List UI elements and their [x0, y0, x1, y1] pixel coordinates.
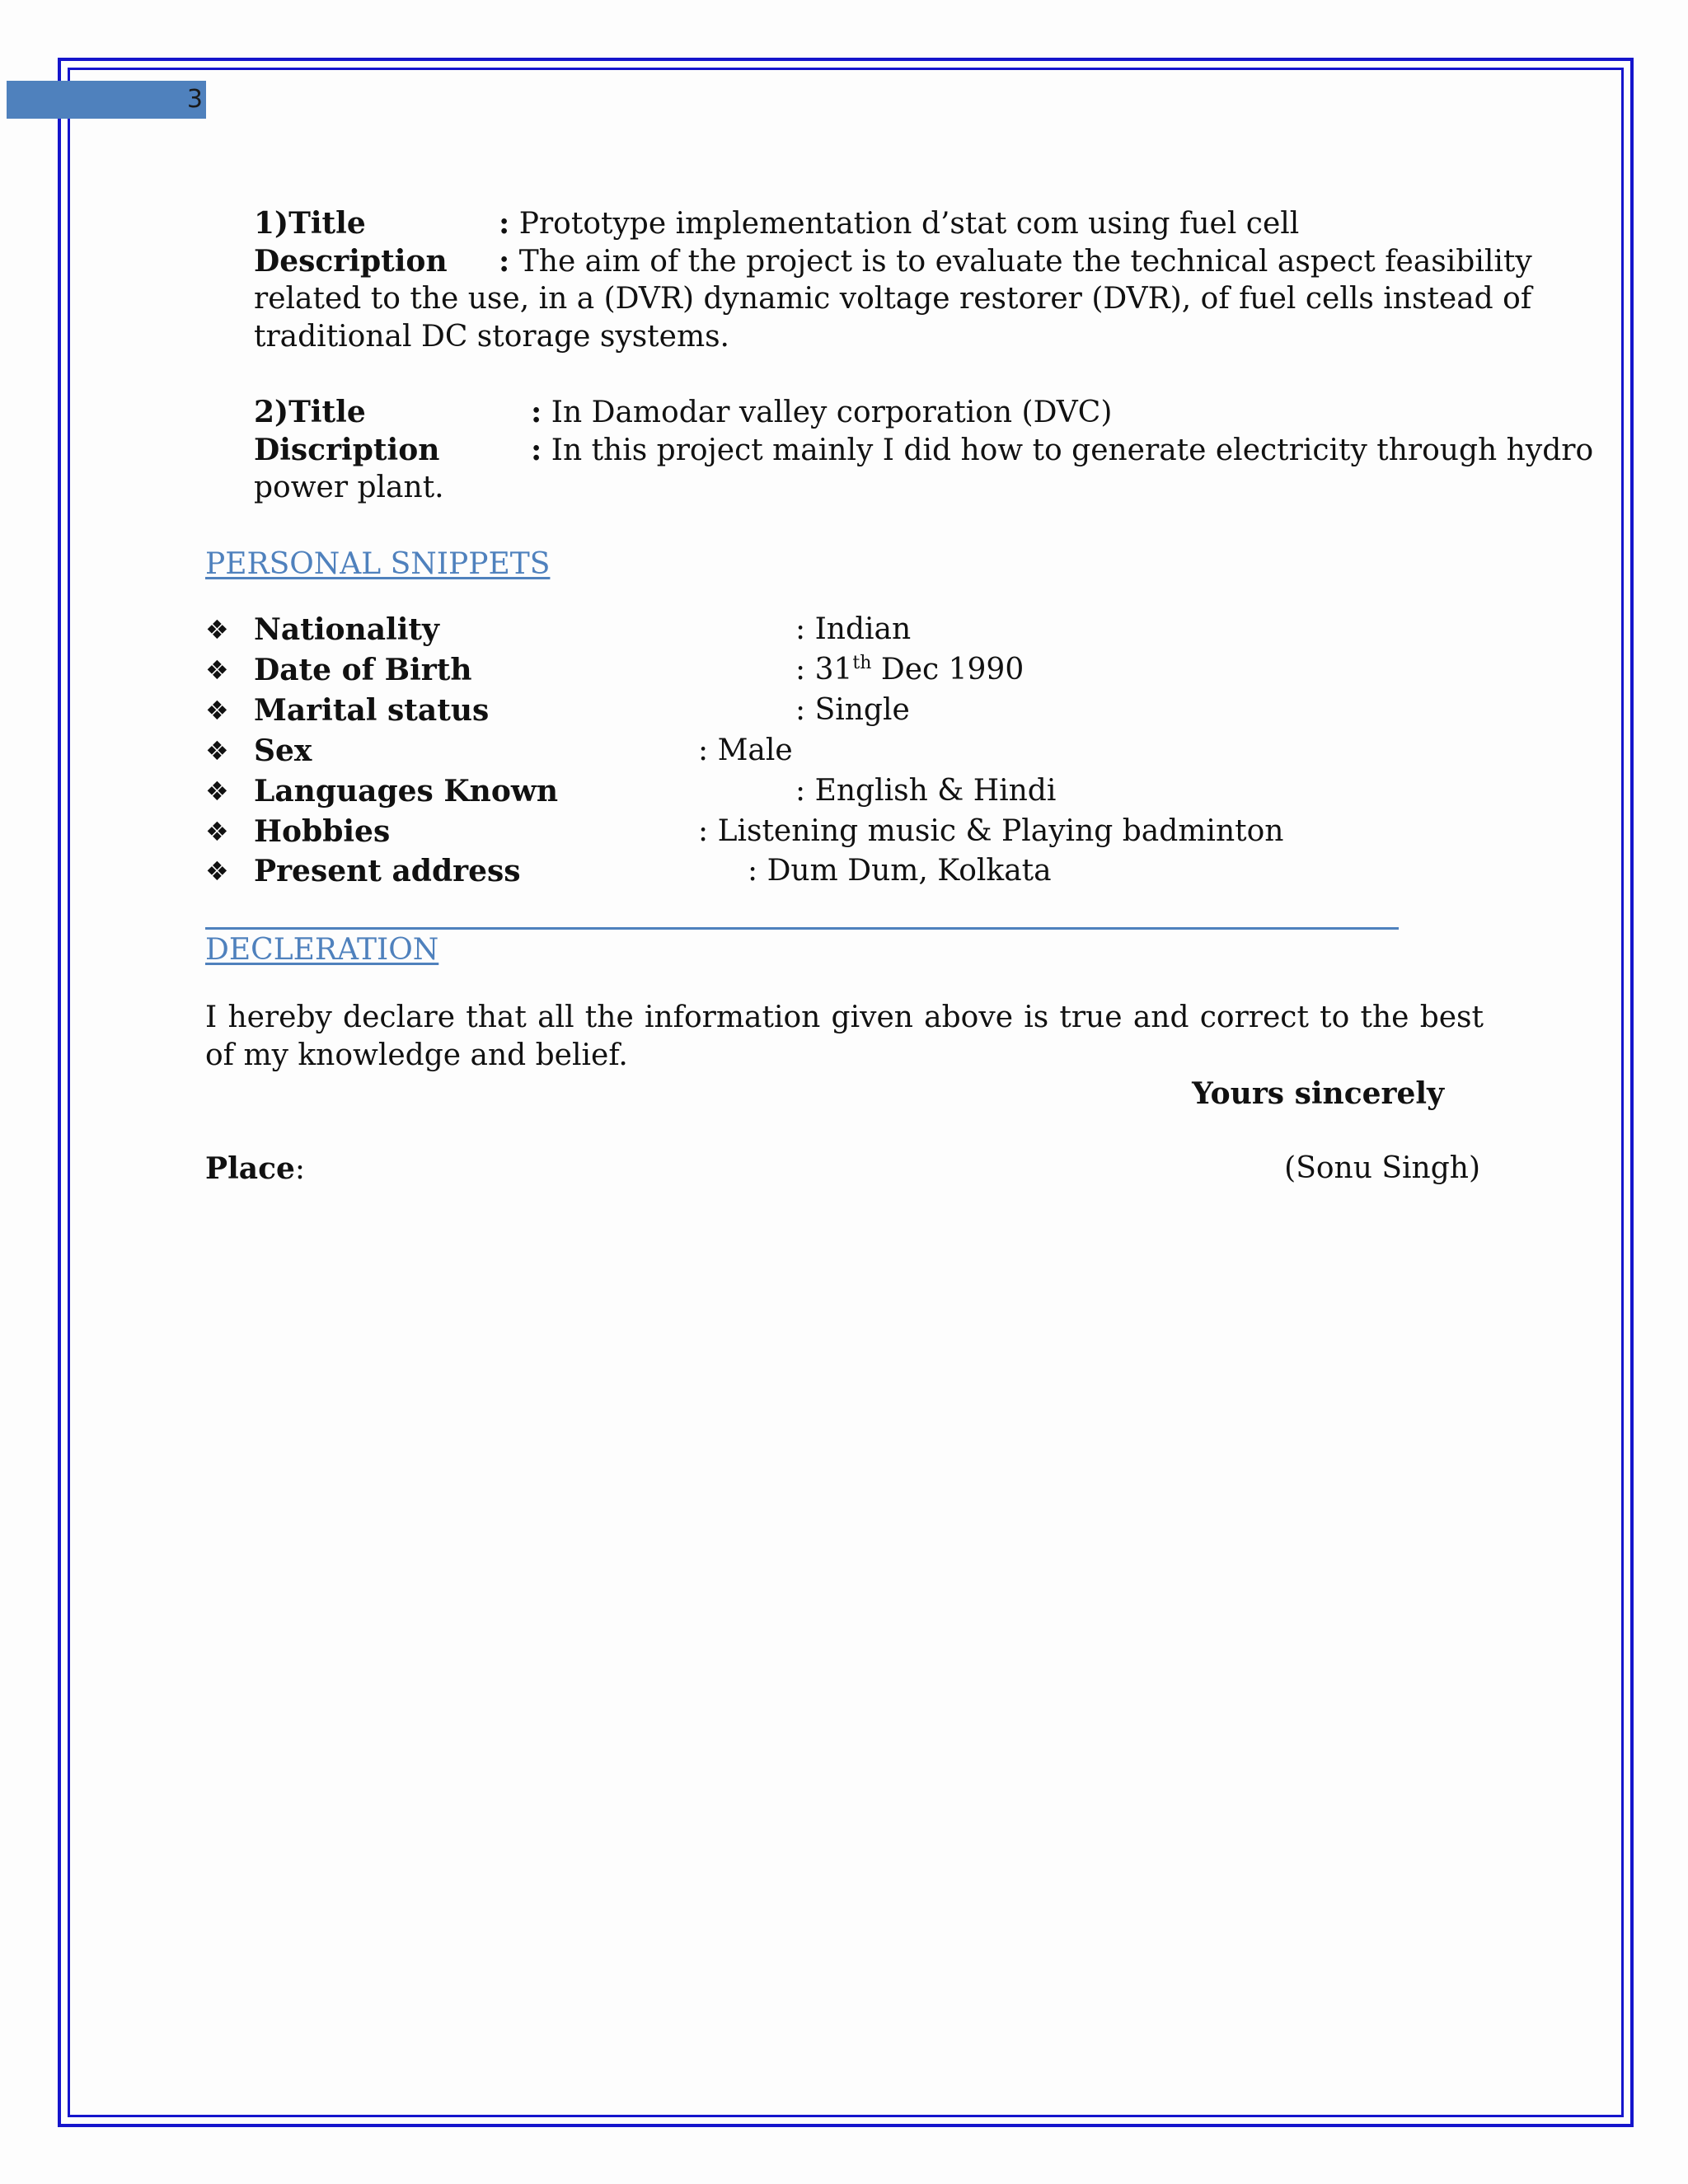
signature-name: (Sonu Singh) [1284, 1151, 1480, 1185]
project-1-description-line-2: related to the use, in a (DVR) dynamic voltage restorer (DVR), of fuel cells instead of [254, 282, 1532, 316]
date-of-birth-label: Date of Birth [254, 653, 472, 687]
project-1-description-line-3: traditional DC storage systems. [254, 320, 730, 354]
sex-label: Sex [254, 733, 312, 768]
nationality-value: : Indian [795, 612, 912, 646]
project-1-description-line-1: The aim of the project is to evaluate the technical aspect feasibility [509, 245, 1532, 279]
bullet-icon: ❖ [205, 735, 229, 766]
bullet-icon: ❖ [205, 654, 229, 686]
page-number-tab [7, 81, 206, 119]
languages-known-value: : English & Hindi [795, 774, 1057, 808]
bullet-icon: ❖ [205, 614, 229, 645]
personal-snippets-heading: PERSONAL SNIPPETS [205, 547, 551, 581]
date-of-birth-value [795, 651, 1024, 689]
present-address-label: Present address [254, 854, 521, 888]
hobbies-label: Hobbies [254, 814, 391, 849]
hobbies-value: : Listening music & Playing badminton [698, 814, 1284, 848]
bullet-icon: ❖ [205, 695, 229, 726]
dob-day: : 31 [795, 653, 853, 687]
project-2-title-value: In Damodar valley corporation (DVC) [542, 396, 1113, 429]
project-2-title-label: 2)Title [254, 395, 366, 429]
marital-status-value: : Single [795, 693, 910, 727]
project-1-title-label: 1)Title [254, 206, 366, 241]
sex-value: : Male [698, 733, 793, 767]
nationality-label: Nationality [254, 612, 439, 647]
project-2-title-colon: : [531, 395, 542, 429]
bullet-icon: ❖ [205, 816, 229, 847]
project-2-title [531, 393, 1112, 432]
bullet-icon: ❖ [205, 776, 229, 807]
project-2-description-line-1: In this project mainly I did how to generate electricity through hydro [542, 434, 1594, 467]
place-label: Place [205, 1151, 295, 1186]
project-2-description-colon: : [531, 433, 542, 467]
project-1-description-first-line [499, 242, 1532, 281]
languages-known-label: Languages Known [254, 774, 558, 808]
project-1-title-colon: : [499, 206, 510, 241]
project-1-description-colon: : [499, 244, 510, 279]
project-1-title-value: Prototype implementation d’stat com using fuel cell [509, 207, 1300, 241]
place-line [205, 1150, 305, 1188]
closing-yours-sincerely: Yours sincerely [1192, 1076, 1444, 1111]
declaration-heading: DECLERATION [205, 933, 439, 967]
declaration-text: I hereby declare that all the information given above is true and correct to the best of my knowledge and belief. [205, 1001, 1484, 1072]
project-1-title [499, 204, 1299, 243]
project-2-description-label: Discription [254, 433, 440, 467]
marital-status-label: Marital status [254, 693, 490, 728]
project-1-description-label: Description [254, 244, 448, 279]
page-number: 3 [186, 85, 203, 114]
dob-ordinal: th [852, 653, 872, 673]
place-colon: : [294, 1152, 306, 1186]
project-2-description-first-line [531, 431, 1593, 470]
project-2-description-line-2: power plant. [254, 471, 444, 504]
present-address-value: : Dum Dum, Kolkata [748, 854, 1052, 888]
dob-month-year: Dec 1990 [871, 653, 1025, 687]
section-divider [205, 927, 1399, 930]
bullet-icon: ❖ [205, 855, 229, 887]
